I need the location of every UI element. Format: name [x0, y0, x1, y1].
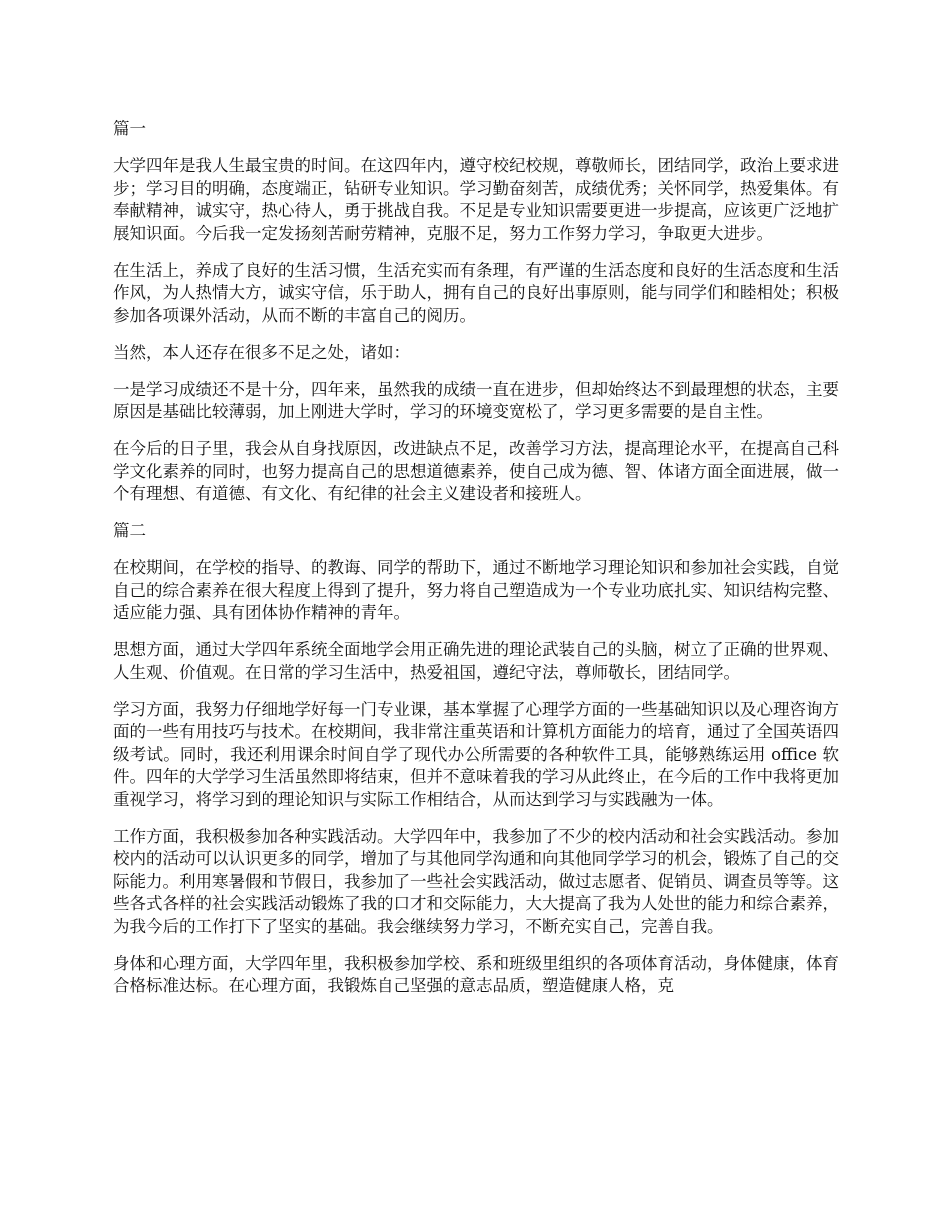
paragraph: 大学四年是我人生最宝贵的时间。在这四年内，遵守校纪校规，尊敬师长，团结同学，政治上要求进步；学习目的明确，态度端正，钻研专业知识。学习勤奋刻苦，成绩优秀；关怀同学，热爱集体。有奉献精神，诚实守，热心待人，勇于挑战自我。不足是专业知识需要更进一步提高，应该更广泛地扩展知识面。今后我一定发扬刻苦耐劳精神，克服不足，努力工作努力学习，争取更大进步。 [113, 156, 839, 243]
paragraph: 当然，本人还存在很多不足之处，诸如： [113, 342, 410, 362]
section-heading-1: 篇一 [113, 119, 146, 138]
paragraph: 在校期间，在学校的指导、的教诲、同学的帮助下，通过不断地学习理论知识和参加社会实践，自觉自己的综合素养在很大程度上得到了提升，努力将自己塑造成为一个专业功底扎实、知识结构完整、适应能力强、具有团体协作精神的青年。 [113, 558, 839, 622]
document-body [113, 118, 839, 1012]
section-heading-2: 篇二 [113, 521, 146, 540]
paragraph: 在生活上，养成了良好的生活习惯，生活充实而有条理，有严谨的生活态度和良好的生活态度和生活作风，为人热情大方，诚实守信，乐于助人，拥有自己的良好出事原则，能与同学们和睦相处；积极参加各项课外活动，从而不断的丰富自己的阅历。 [113, 260, 839, 325]
paragraph: 在今后的日子里，我会从自身找原因，改进缺点不足，改善学习方法，提高理论水平，在提高自己科学文化素养的同时，也努力提高自己的思想道德素养，使自己成为德、智、体诸方面全面进展，做一个有理想、有道德、有文化、有纪律的社会主义建设者和接班人。 [113, 439, 839, 503]
paragraph: 工作方面，我积极参加各种实践活动。大学四年中，我参加了不少的校内活动和社会实践活动。参加校内的活动可以认识更多的同学，增加了与其他同学沟通和向其他同学学习的机会，锻炼了自己的交际能力。利用寒暑假和节假日，我参加了一些社会实践活动，做过志愿者、促销员、调查员等等。这些各式各样的社会实践活动锻炼了我的口才和交际能力，大大提高了我为人处世的能力和综合素养，为我今后的工作打下了坚实的基础。我会继续努力学习，不断充实自己，完善自我。 [113, 826, 839, 936]
paragraph: 身体和心理方面，大学四年里，我积极参加学校、系和班级里组织的各项体育活动，身体健康，体育合格标准达标。在心理方面，我锻炼自己坚强的意志品质，塑造健康人格，克 [113, 953, 839, 995]
paragraph: 学习方面，我努力仔细地学好每一门专业课，基本掌握了心理学方面的一些基础知识以及心理咨询方面的一些有用技巧与技术。在校期间，我非常注重英语和计算机方面能力的培育，通过了全国英语四级考试。同时，我还利用课余时间自学了现代办公所需要的各种软件工具，能够熟练运用 office 软件。四年的大学学习生活虽然即将结束，但并不意味着我的学习从此终止，在今后的工作中我将更加重视学习，将学习到的理论知识与实际工作相结合，从而达到学习与实践融为一体。 [113, 699, 839, 809]
paragraph: 思想方面，通过大学四年系统全面地学会用正确先进的理论武装自己的头脑，树立了正确的世界观、人生观、价值观。在日常的学习生活中，热爱祖国，遵纪守法，尊师敬长，团结同学。 [113, 640, 839, 682]
paragraph: 一是学习成绩还不是十分，四年来，虽然我的成绩一直在进步，但却始终达不到最理想的状态，主要原因是基础比较薄弱，加上刚进大学时，学习的环境变宽松了，学习更多需要的是自主性。 [113, 379, 839, 421]
